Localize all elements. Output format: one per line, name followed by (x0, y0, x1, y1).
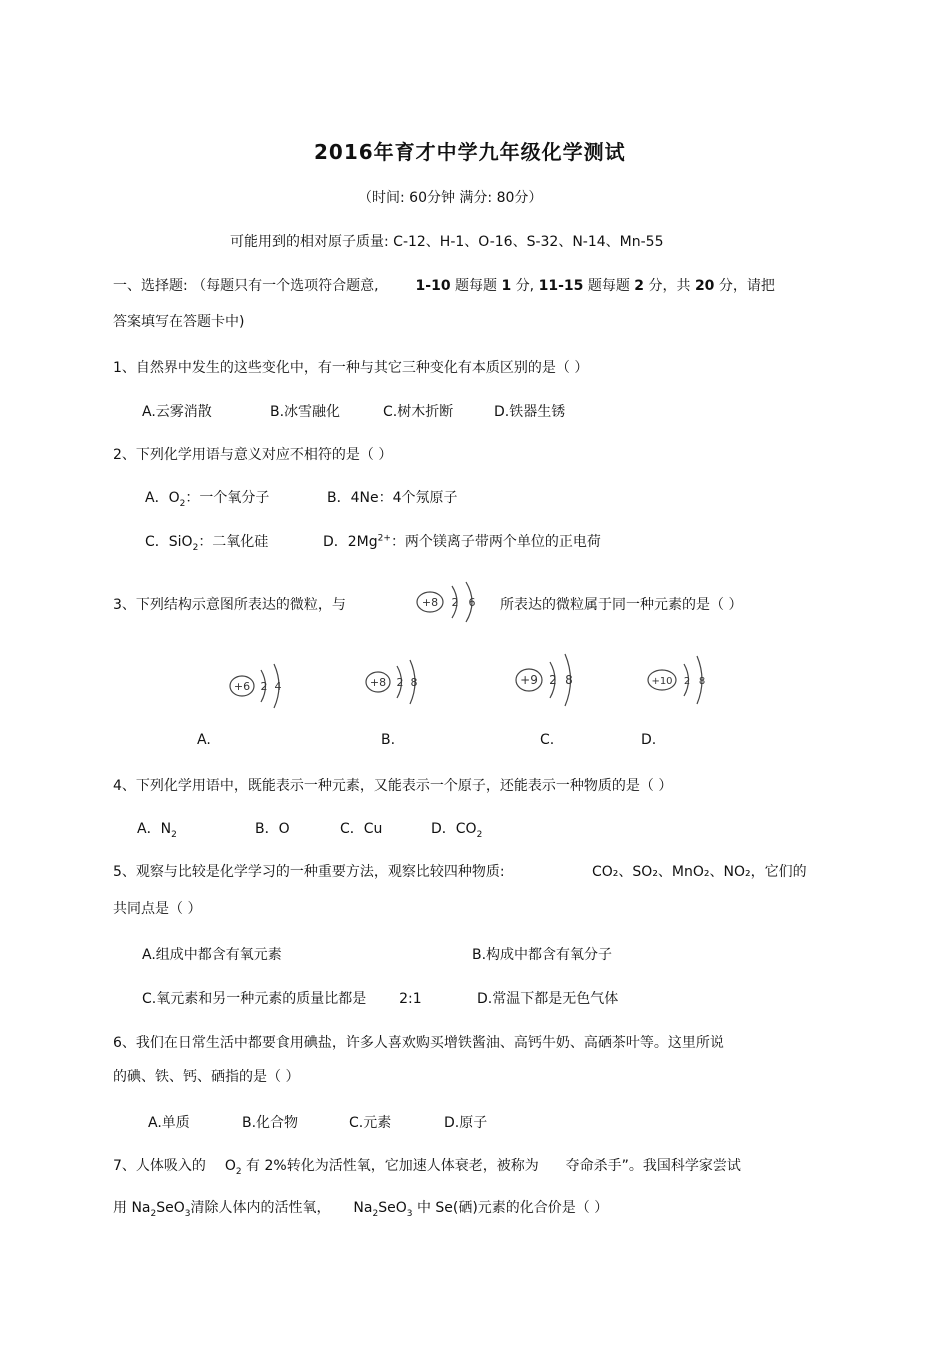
q7-o2-sub: 2 (235, 1166, 242, 1177)
q2-d-sup: 2+ (377, 533, 391, 544)
q3-a-shell-1: 2 (260, 680, 268, 693)
q5-option-c (142, 988, 422, 1008)
q5-c-text: C.氧元素和另一种元素的质量比都是 (142, 991, 367, 1007)
q3-ref-shell-2: 6 (468, 596, 476, 609)
page-title: 2016年育才中学九年级化学测试 (314, 140, 626, 164)
q7-text-a: 7、人体吸入的 (113, 1158, 206, 1174)
exam-time-info: （时间: 60分钟 满分: 80分） (358, 190, 543, 206)
q5-option-b: B.构成中都含有氧分子 (472, 947, 613, 963)
q7-l2-s2: 3 (184, 1208, 191, 1219)
question-5-stem-b: 共同点是（ ） (113, 901, 202, 917)
question-6-stem-a: 6、我们在日常生活中都要食用碘盐，许多人喜欢购买增铁酱油、高钙牛奶、高硒茶叶等。这里所说 (113, 1035, 724, 1051)
q4-d-label: D．CO (431, 821, 477, 837)
q3-b-shell-2: 8 (410, 676, 418, 689)
q3-d-shell-2: 8 (698, 676, 706, 687)
q3-c-nucleus: +9 (520, 673, 538, 687)
score-1: 1 (501, 278, 512, 294)
question-4-stem: 4、下列化学用语中，既能表示一种元素，又能表示一个原子，还能表示一种物质的是（ ） (113, 778, 673, 794)
q5-option-a: A.组成中都含有氧元素 (142, 947, 282, 963)
section-intro-line1 (113, 275, 775, 295)
q3-reference-atom-diagram (412, 580, 486, 624)
q7-l2-c: Na (353, 1200, 373, 1216)
q2-option-d (323, 531, 601, 551)
q3-option-b-atom-diagram (362, 652, 422, 712)
q3-option-d-label: D. (641, 732, 657, 748)
q7-l2-b: 清除人体内的活性氧， (190, 1200, 331, 1216)
range-label-1: 1-10 (415, 278, 451, 294)
q5-c-ratio: 2:1 (399, 991, 422, 1007)
section-intro-t1: 题每题 (455, 278, 498, 294)
q4-d-sub: 2 (476, 829, 483, 840)
q3-ref-nucleus: +8 (421, 596, 439, 609)
q3-ref-shell-1: 2 (451, 596, 459, 609)
section-intro-text: 一、选择题: （每题只有一个选项符合题意, (113, 278, 379, 294)
q4-option-d (431, 818, 482, 840)
q3-a-shell-2: 4 (274, 680, 282, 693)
q3-c-shell-2: 8 (565, 673, 573, 687)
atomic-mass-info: 可能用到的相对原子质量: C-12、H-1、O-16、S-32、N-14、Mn-55 (230, 234, 664, 250)
q2-a-text: ：一个氧分子 (185, 490, 270, 506)
q3-d-shell-1: 2 (683, 676, 691, 687)
q2-c-text: ：二氧化硅 (198, 534, 269, 550)
question-7-line1 (113, 1155, 741, 1177)
q7-l2-s1: 2 (150, 1208, 157, 1219)
score-2: 2 (634, 278, 645, 294)
question-3-stem-b: 所表达的微粒属于同一种元素的是（ ） (500, 597, 743, 613)
q3-option-a-label: A. (197, 732, 211, 748)
q1-option-b: B.冰雪融化 (270, 404, 341, 420)
section-intro-t4: 分，共 (648, 278, 691, 294)
q3-c-shell-1: 2 (549, 673, 557, 687)
q2-a-sub: 2 (179, 498, 186, 509)
q6-option-b: B.化合物 (242, 1115, 299, 1131)
question-1-stem: 1、自然界中发生的这些变化中，有一种与其它三种变化有本质区别的是（ ） (113, 360, 589, 376)
q7-l2-s3: 2 (372, 1208, 379, 1219)
q2-d-label: D．2Mg (323, 534, 378, 550)
section-intro-t5: 分，请把 (718, 278, 775, 294)
q4-a-label: A．N (137, 821, 172, 837)
q7-l2-se: SeO (156, 1200, 185, 1216)
q2-option-b: B．4Ne：4个氖原子 (327, 490, 458, 506)
q7-l2-s4: 3 (406, 1208, 413, 1219)
q3-option-c-label: C. (540, 732, 555, 748)
q3-b-shell-1: 2 (396, 676, 404, 689)
question-6-stem-b: 的碘、铁、钙、硒指的是（ ） (113, 1069, 300, 1085)
q7-l2-a: 用 (113, 1200, 127, 1216)
q6-option-d: D.原子 (444, 1115, 488, 1131)
q3-a-nucleus: +6 (233, 680, 251, 693)
q4-option-b: B．O (255, 821, 290, 837)
q4-option-c: C．Cu (340, 821, 383, 837)
q4-a-sub: 2 (171, 829, 177, 840)
q4-option-a (137, 818, 177, 840)
q7-l2-na: Na (131, 1200, 151, 1216)
q2-c-sub: 2 (192, 542, 199, 553)
question-5-stem-a: 5、观察与比较是化学学习的一种重要方法，观察比较四种物质: (113, 864, 505, 880)
section-intro-line2: 答案填写在答题卡中) (113, 314, 245, 330)
q3-option-c-atom-diagram (512, 648, 578, 712)
q2-option-c (145, 531, 268, 553)
q3-b-nucleus: +8 (369, 676, 387, 689)
q1-option-a: A.云雾消散 (142, 404, 212, 420)
range-label-2: 11-15 (538, 278, 584, 294)
q7-l2-e: 中 Se(硒)元素的化合价是（ ） (416, 1200, 609, 1216)
q5-formulas: CO₂、SO₂、MnO₂、NO₂，它们的 (592, 864, 807, 880)
total-score: 20 (694, 278, 715, 294)
question-7-line2 (113, 1197, 608, 1219)
q1-option-c: C.树木折断 (383, 404, 454, 420)
q1-option-d: D.铁器生锈 (494, 404, 566, 420)
q2-a-label: A．O (145, 490, 180, 506)
question-2-stem: 2、下列化学用语与意义对应不相符的是（ ） (113, 447, 393, 463)
q6-option-a: A.单质 (148, 1115, 190, 1131)
q2-d-text: ：两个镁离子带两个单位的正电荷 (390, 534, 601, 550)
section-intro-t3: 题每题 (587, 278, 630, 294)
section-intro-t2: 分, (515, 278, 535, 294)
q3-d-nucleus: +10 (651, 676, 673, 687)
q7-l2-d: SeO (378, 1200, 407, 1216)
question-3-stem-a: 3、下列结构示意图所表达的微粒，与 (113, 597, 346, 613)
q2-option-a (145, 487, 269, 509)
q3-option-a-atom-diagram (226, 656, 286, 716)
q7-text-c: 夺命杀手”。我国科学家尝试 (565, 1158, 741, 1174)
q7-o2: O (224, 1158, 236, 1174)
q3-option-d-atom-diagram (644, 650, 710, 710)
q3-option-b-label: B. (381, 732, 396, 748)
q5-option-d: D.常温下都是无色气体 (477, 991, 619, 1007)
q7-text-b: 有 2%转化为活性氧，它加速人体衰老，被称为 (246, 1158, 539, 1174)
q6-option-c: C.元素 (349, 1115, 392, 1131)
q2-c-label: C．SiO (145, 534, 193, 550)
